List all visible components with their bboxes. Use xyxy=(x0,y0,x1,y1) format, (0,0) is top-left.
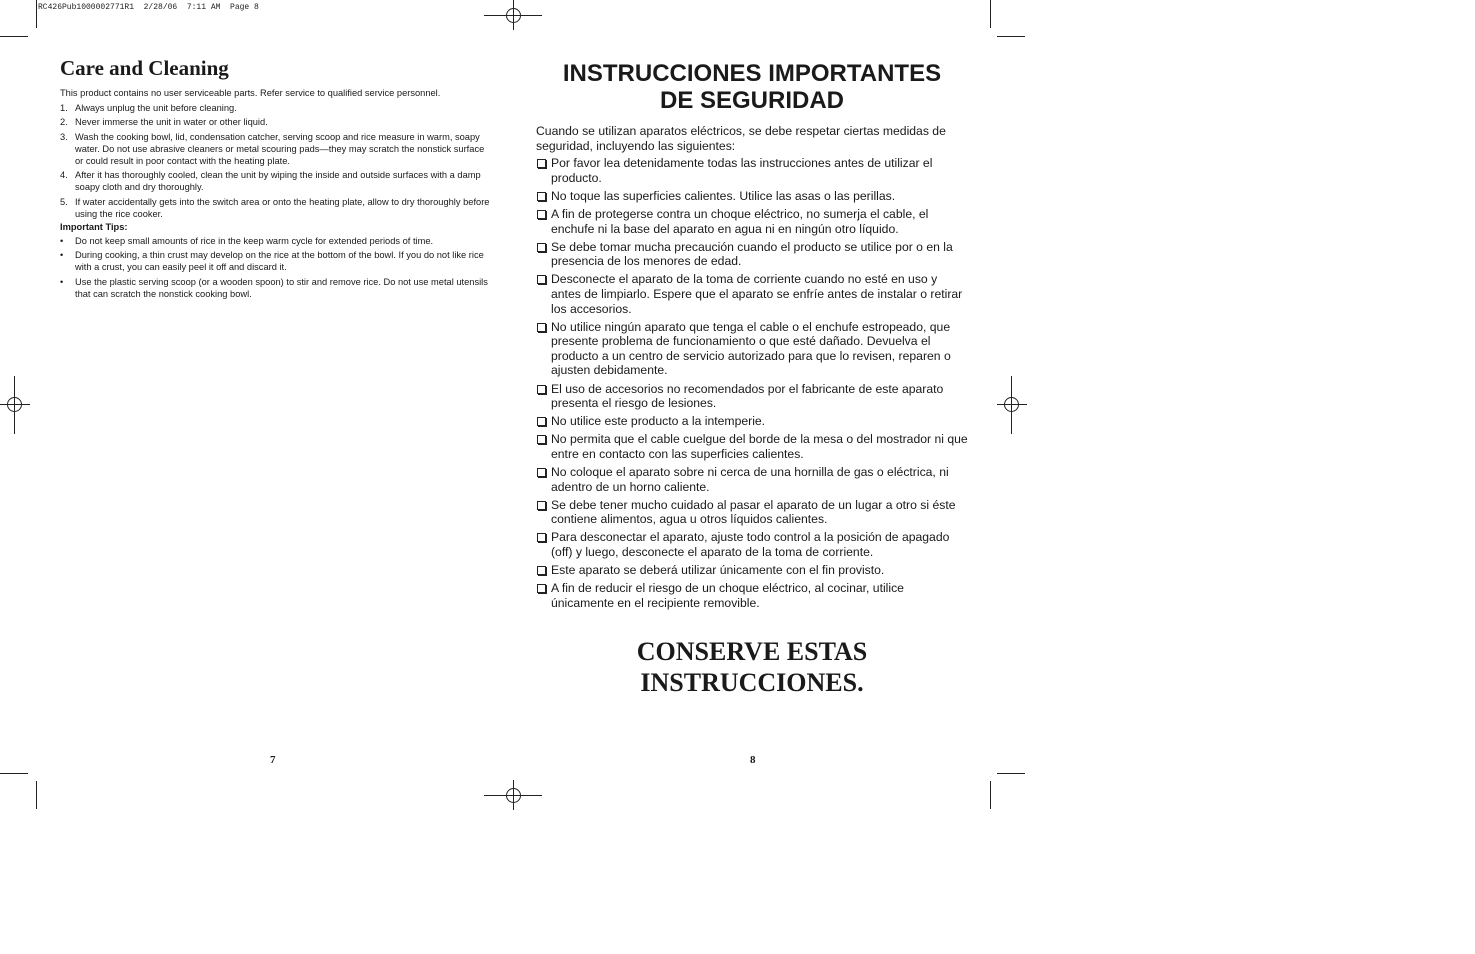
care-and-cleaning-title: Care and Cleaning xyxy=(60,56,229,80)
safety-item xyxy=(536,382,968,411)
safety-instructions-section xyxy=(536,60,968,614)
step-text: Never immerse the unit in water or other liquid. xyxy=(75,117,268,128)
safety-item-text: No permita que el cable cuelgue del borde de la mesa o del mostrador ni que entre en contacto con las superficies calientes. xyxy=(551,432,968,461)
safety-items-list xyxy=(536,156,968,610)
safety-item xyxy=(536,581,968,610)
important-tips-heading: Important Tips: xyxy=(60,222,128,233)
safety-item xyxy=(536,563,968,578)
checkbox-icon xyxy=(537,323,546,332)
safety-item-text: Este aparato se deberá utilizar únicamente con el fin provisto. xyxy=(551,563,885,578)
bullet-icon: • xyxy=(60,276,64,287)
safety-title-line2: DE SEGURIDAD xyxy=(659,87,845,114)
safety-item-text: Por favor lea detenidamente todas las instrucciones antes de utilizar el producto. xyxy=(551,156,933,185)
safety-item xyxy=(536,240,968,269)
tip-text: Use the plastic serving scoop (or a wooden spoon) to stir and remove rice. Do not use metal utensils that can scratch the nonstick cooking bowl. xyxy=(75,276,488,299)
conserve-instructions-heading xyxy=(536,636,968,698)
tip-text: During cooking, a thin crust may develop on the rice at the bottom of the bowl. If you do not like rice with a crust, you can easily peel it off and discard it. xyxy=(75,250,484,273)
safety-title xyxy=(536,60,968,114)
checkbox-icon xyxy=(537,210,546,219)
safety-item xyxy=(536,414,968,429)
care-intro: This product contains no user serviceable parts. Refer service to qualified service personnel. xyxy=(60,88,441,98)
safety-item-text: No utilice este producto a la intemperie. xyxy=(551,414,766,429)
safety-item-text: No coloque el aparato sobre ni cerca de una hornilla de gas o eléctrica, ni adentro de un horno caliente. xyxy=(551,464,949,494)
safety-item-text: Se debe tomar mucha precaución cuando el producto se utilice por o en la presencia de los menores de edad. xyxy=(551,239,953,269)
safety-item-text: A fin de reducir el riesgo de un choque eléctrico, al cocinar, utilice únicamente en el recipiente removible. xyxy=(551,581,904,610)
checkbox-icon xyxy=(537,417,546,426)
safety-item xyxy=(536,498,968,527)
tip-item xyxy=(60,276,494,300)
cleaning-step xyxy=(60,131,494,168)
checkbox-icon xyxy=(537,468,546,477)
conserve-line1: CONSERVE ESTAS xyxy=(636,637,868,666)
cleaning-step xyxy=(60,116,494,128)
print-slug: RC426Pub1000002771R1 2/28/06 7:11 AM Page 8 xyxy=(38,3,259,12)
safety-item xyxy=(536,207,968,236)
step-number: 2. xyxy=(60,117,68,128)
tip-text: Do not keep small amounts of rice in the keep warm cycle for extended periods of time. xyxy=(75,236,434,247)
cleaning-step xyxy=(60,102,494,114)
checkbox-icon xyxy=(537,243,546,252)
bullet-icon: • xyxy=(60,236,64,247)
safety-item-text: No utilice ningún aparato que tenga el cable o el enchufe estropeado, que presente problema de funcionamiento o que esté dañado. Devuelva el producto a un centro de servicio autorizado para que lo revisen, reparen o ajusten debidamente. xyxy=(551,319,951,378)
safety-item xyxy=(536,320,968,378)
step-number: 1. xyxy=(60,103,68,114)
safety-item-text: No toque las superficies calientes. Utilice las asas o las perillas. xyxy=(551,188,896,203)
step-text: Wash the cooking bowl, lid, condensation catcher, serving scoop and rice measure in warm, soapy water. Do not use abrasive cleaners or metal scouring pads—they may scratch the nonstick surface or could result in poor contact with the heating plate. xyxy=(75,131,485,167)
safety-item xyxy=(536,189,968,204)
cleaning-step xyxy=(60,196,494,220)
safety-item-text: Se debe tener mucho cuidado al pasar el aparato de un lugar a otro si éste contiene alimentos, agua u otros líquidos calientes. xyxy=(551,497,956,527)
page-number-right: 8 xyxy=(750,754,756,766)
safety-item-text: El uso de accesorios no recomendados por el fabricante de este aparato presenta el riesgo de lesiones. xyxy=(551,381,944,411)
step-text: If water accidentally gets into the switch area or onto the heating plate, allow to dry thoroughly before using the rice cooker. xyxy=(75,196,490,219)
checkbox-icon xyxy=(537,584,546,593)
safety-item xyxy=(536,272,968,316)
safety-item xyxy=(536,530,968,559)
checkbox-icon xyxy=(537,533,546,542)
page-number-left: 7 xyxy=(270,754,276,766)
safety-item-text: A fin de protegerse contra un choque eléctrico, no sumerja el cable, el enchufe ni la base del aparato en agua ni en ningún otro líquido. xyxy=(551,206,929,236)
safety-item-text: Para desconectar el aparato, ajuste todo control a la posición de apagado (off) y luego, desconecte el aparato de la toma de corriente. xyxy=(551,530,950,559)
safety-title-line1: INSTRUCCIONES IMPORTANTES xyxy=(562,60,942,87)
safety-item xyxy=(536,156,968,185)
safety-item-text: Desconecte el aparato de la toma de corriente cuando no esté en uso y antes de limpiarlo. Espere que el aparato se enfríe antes de instalar o retirar los accesorios. xyxy=(551,272,963,316)
checkbox-icon xyxy=(537,385,546,394)
step-number: 4. xyxy=(60,170,68,181)
checkbox-icon xyxy=(537,159,546,168)
important-tips-list xyxy=(60,235,494,300)
checkbox-icon xyxy=(537,566,546,575)
tip-item xyxy=(60,249,494,273)
step-number: 5. xyxy=(60,196,68,207)
tip-item xyxy=(60,235,494,247)
step-text: Always unplug the unit before cleaning. xyxy=(75,103,237,114)
checkbox-icon xyxy=(537,275,546,284)
care-and-cleaning-section xyxy=(60,56,494,302)
step-text: After it has thoroughly cooled, clean the unit by wiping the inside and outside surfaces with a damp soapy cloth and dry thoroughly. xyxy=(75,170,481,193)
step-number: 3. xyxy=(60,131,68,142)
checkbox-icon xyxy=(537,192,546,201)
bullet-icon: • xyxy=(60,250,64,261)
checkbox-icon xyxy=(537,435,546,444)
cleaning-step xyxy=(60,169,494,193)
checkbox-icon xyxy=(537,501,546,510)
safety-item xyxy=(536,465,968,494)
safety-intro: Cuando se utilizan aparatos eléctricos, se debe respetar ciertas medidas de seguridad, incluyendo las siguientes: xyxy=(536,124,946,153)
cleaning-steps-list xyxy=(60,102,494,220)
conserve-line2: INSTRUCCIONES. xyxy=(640,668,864,697)
safety-item xyxy=(536,432,968,461)
